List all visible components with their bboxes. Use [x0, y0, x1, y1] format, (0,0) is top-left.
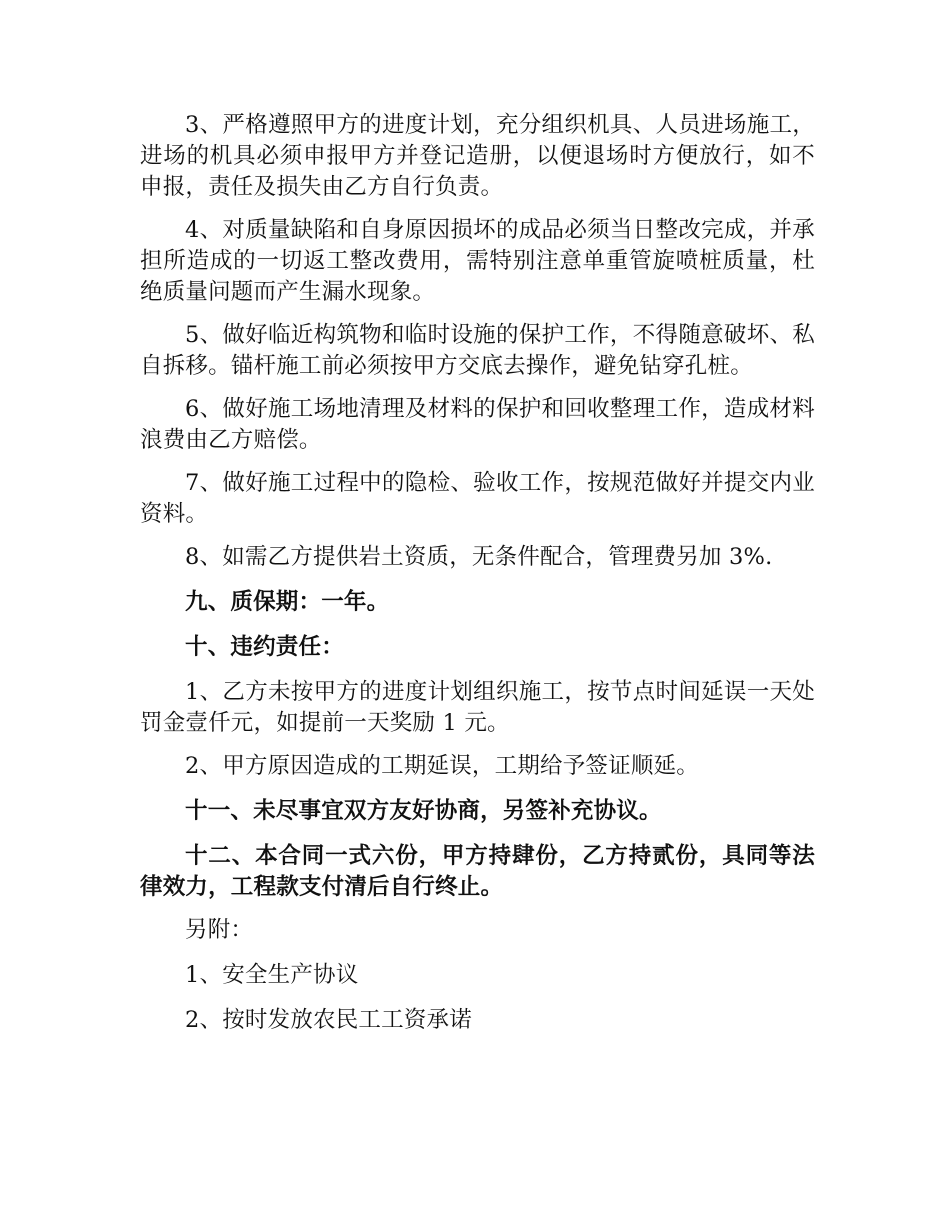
section-12-paragraph: 十二、本合同一式六份，甲方持肆份，乙方持贰份，具同等法律效力，工程款支付清后自行终止。 — [140, 843, 815, 900]
clause-4-paragraph: 4、对质量缺陷和自身原因损坏的成品必须当日整改完成，并承担所造成的一切返工整改费用，需特别注意单重管旋喷桩质量，杜绝质量问题而产生漏水现象。 — [140, 217, 815, 305]
section-10-heading: 十、违约责任： — [185, 634, 344, 660]
clause-7-paragraph: 7、做好施工过程中的隐检、验收工作，按规范做好并提交内业资料。 — [140, 470, 815, 527]
clause-5-paragraph: 5、做好临近构筑物和临时设施的保护工作，不得随意破坏、私自拆移。锚杆施工前必须按甲方交底去操作，避免钻穿孔桩。 — [140, 322, 815, 379]
penalty-clause-1-paragraph: 1、乙方未按甲方的进度计划组织施工，按节点时间延误一天处罚金壹仟元，如提前一天奖励 1 元。 — [140, 679, 815, 736]
attachments-heading: 另附： — [185, 917, 254, 943]
clause-6-paragraph: 6、做好施工场地清理及材料的保护和回收整理工作，造成材料浪费由乙方赔偿。 — [140, 396, 815, 453]
clause-8-paragraph: 8、如需乙方提供岩土资质，无条件配合，管理费另加 3%. — [185, 544, 773, 570]
penalty-clause-2-paragraph: 2、甲方原因造成的工期延误，工期给予签证顺延。 — [185, 753, 699, 779]
attachment-2-item: 2、按时发放农民工工资承诺 — [185, 1007, 472, 1033]
section-9-heading: 九、质保期：一年。 — [185, 589, 390, 615]
section-11-heading: 十一、未尽事宜双方友好协商，另签补充协议。 — [185, 798, 662, 824]
clause-3-paragraph: 3、严格遵照甲方的进度计划，充分组织机具、人员进场施工，进场的机具必须申报甲方并登记造册，以便退场时方便放行，如不申报，责任及损失由乙方自行负责。 — [140, 112, 815, 200]
attachment-1-item: 1、安全生产协议 — [185, 962, 359, 988]
